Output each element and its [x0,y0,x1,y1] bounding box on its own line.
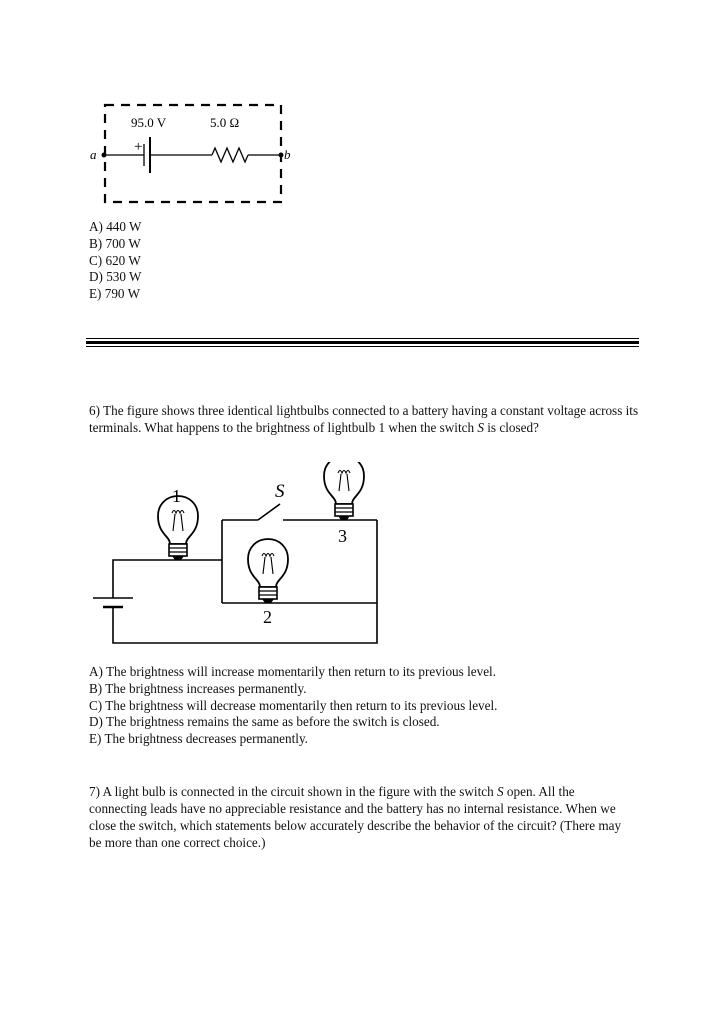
q6-choice-b[interactable]: B) The brightness increases permanently. [89,680,307,696]
terminal-a-label: a [90,147,97,162]
q5-wires [104,137,281,173]
q6-choice-c[interactable]: C) The brightness will decrease momentarily then return to its previous level. [89,697,498,713]
q6-wires [113,504,377,643]
q5-circuit-diagram [80,95,300,215]
q6-choice-a[interactable]: A) The brightness will increase momentarily then return to its previous level. [89,664,497,679]
q6-switch-symbol: S [477,420,484,435]
q5-choices [89,219,142,303]
lightbulb-2-icon [248,539,288,603]
q6-choice-d[interactable]: D) The brightness remains the same as before the switch is closed. [89,714,440,730]
q6-circuit-diagram [85,462,395,662]
q7-switch-symbol: S [497,784,504,799]
q7-question-text: 7) A light bulb is connected in the circuit shown in the figure with the switch S open. All the connecting leads have no appreciable resistance and the battery has no internal resistance. When we close the switch, which statements below accurately describe the behavior of the circuit? (There may be more than one correct choice.) [89,784,622,850]
q6-question-text: 6) The figure shows three identical lightbulbs connected to a battery having a constant voltage across its terminals. What happens to the brightness of lightbulb 1 when the switch S is closed? [89,403,639,435]
q5-choice-c[interactable]: C) 620 W [89,252,141,268]
q5-choice-b[interactable]: B) 700 W [89,235,141,251]
battery-icon [93,590,133,619]
resistor-label: 5.0 Ω [210,115,240,130]
q5-choice-e[interactable]: E) 790 W [89,286,141,302]
battery-voltage-label: 95.0 V [131,115,167,130]
q5-choice-d[interactable]: D) 530 W [89,269,142,285]
q6-choices [89,664,497,748]
lightbulb-3-icon [324,462,364,520]
q6-choice-e[interactable]: E) The brightness decreases permanently. [89,731,308,747]
q5-choice-a[interactable]: A) 440 W [89,219,142,234]
lightbulb-2-label: 2 [263,607,272,627]
lightbulb-1-label: 1 [172,486,181,506]
battery-plus-sign: + [134,139,143,155]
switch-s-label: S [275,481,285,502]
terminal-b-label: b [284,147,291,162]
lightbulb-3-label: 3 [338,526,347,546]
